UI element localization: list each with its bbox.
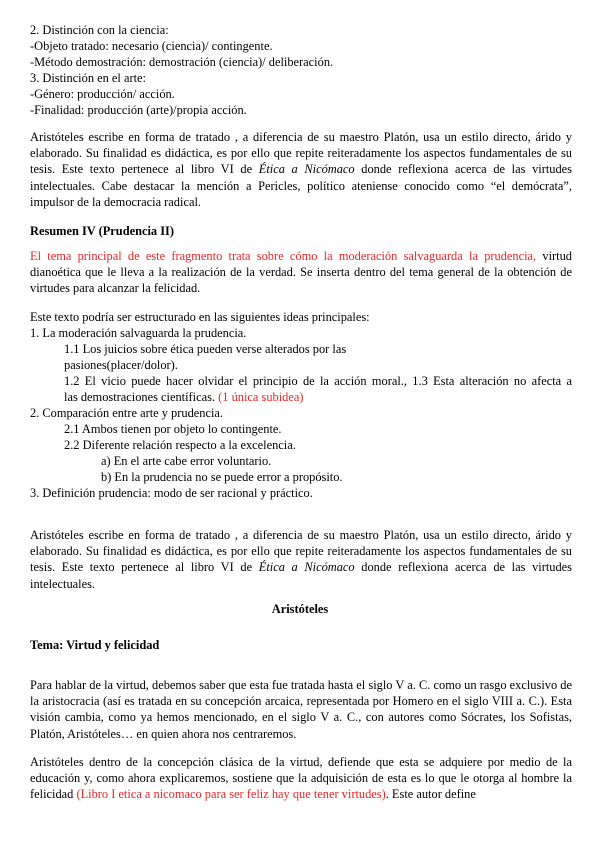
- structure-subitem-text: las demostraciones científicas.: [64, 390, 216, 404]
- paragraph-text: donde reflexiona acerca de las virtudes intelectuales. Cabe destacar la mención a Pericles, político ateniense conocido como “el demócrata”, impulsor de la democracia radical.: [30, 162, 572, 209]
- book-title: Ética a Nicómaco: [258, 162, 355, 177]
- list-line: 2. Distinción con la ciencia:: [30, 23, 169, 37]
- structure-item: 2. Comparación entre arte y prudencia.: [30, 406, 224, 420]
- paragraph-text: virtud dianoética que le lleva a la realización de la verdad. Se inserta dentro del tema general de la obtención de virtudes para alcanzar la felicidad.: [30, 249, 573, 296]
- structure-item: 1. La moderación salvaguarda la prudencia.: [30, 326, 247, 340]
- structure-subsubitem: b) En la prudencia no se puede error a propósito.: [101, 470, 343, 484]
- list-line: -Finalidad: producción (arte)/propia acción.: [30, 103, 247, 117]
- list-line: -Género: producción/ acción.: [30, 87, 175, 101]
- structure-subitem: 1.1 Los juicios sobre ética pueden verse alterados por las: [64, 342, 347, 356]
- structure-subitem: 1.2 El vicio puede hacer olvidar el principio de la acción moral., 1.3 Esta alteración no afecta a: [64, 374, 572, 388]
- structure-subitem: [64, 389, 303, 405]
- author-heading: Aristóteles: [271, 602, 329, 616]
- paragraph-style-analysis: [30, 129, 572, 210]
- structure-subitem: pasiones(placer/dolor).: [64, 358, 178, 372]
- paragraph-text: Aristóteles dentro de la concepción clásica de la virtud, defiende que esta se adquiere por medio de la educación y, como ahora explicaremos, sostiene que la adquisición de esta es lo que le otorga al hombre la felicidad: [30, 755, 572, 802]
- paragraph-text: Aristóteles escribe en forma de tratado , a diferencia de su maestro Platón, usa un estilo directo, árido y elaborado. Su finalidad es didáctica, es por ello que repite reiteradamente los aspectos fundamentales de su tesis. Este texto pertenece al libro VI de: [30, 528, 572, 575]
- paragraph-text: . Este autor define: [385, 787, 476, 802]
- paragraph-aristotle-virtue: [30, 754, 572, 803]
- paragraph-style-analysis: [30, 527, 572, 592]
- highlighted-text: El tema principal de este fragmento trata sobre cómo la moderación salvaguarda la prudencia,: [30, 249, 537, 263]
- structure-intro: Este texto podría ser estructurado en las siguientes ideas principales:: [30, 310, 370, 324]
- paragraph-theme: [30, 248, 572, 297]
- paragraph-text: Aristóteles escribe en forma de tratado , a diferencia de su maestro Platón, usa un estilo directo, árido y elaborado. Su finalidad es didáctica, es por ello que repite reiteradamente los aspectos fundamentales de su tesis. Este texto pertenece al libro VI de: [30, 130, 572, 177]
- structure-subsubitem: a) En el arte cabe error voluntario.: [101, 454, 272, 468]
- highlighted-note: (Libro I etica a nicomaco para ser feliz hay que tener virtudes): [76, 787, 386, 802]
- list-line: -Método demostración: demostración (ciencia)/ deliberación.: [30, 55, 334, 69]
- list-line: -Objeto tratado: necesario (ciencia)/ contingente.: [30, 39, 273, 53]
- section-heading: Resumen IV (Prudencia II): [30, 224, 174, 238]
- paragraph-virtue-history: Para hablar de la virtud, debemos saber que esta fue tratada hasta el siglo V a. C. como un rasgo exclusivo de la aristocracia (así es tratada en su concepción arcaica, representada por Homero en el siglo VIII a. C.). Esta visión cambia, como ya hemos mencionado, en el siglo V a. C., con autores como Sócrates, los Sofistas, Platón, Aristóteles… en quien ahora nos centraremos.: [30, 678, 572, 741]
- structure-subitem: 2.1 Ambos tienen por objeto lo contingente.: [64, 422, 282, 436]
- structure-item: 3. Definición prudencia: modo de ser racional y práctico.: [30, 486, 313, 500]
- topic-heading: Tema: Virtud y felicidad: [30, 638, 160, 652]
- list-line: 3. Distinción en el arte:: [30, 71, 146, 85]
- structure-subitem: 2.2 Diferente relación respecto a la excelencia.: [64, 438, 296, 452]
- book-title: Ética a Nicómaco: [258, 560, 355, 575]
- correction-note: (1 única subidea): [218, 390, 304, 404]
- paragraph-text: donde reflexiona acerca de las virtudes intelectuales.: [30, 560, 572, 591]
